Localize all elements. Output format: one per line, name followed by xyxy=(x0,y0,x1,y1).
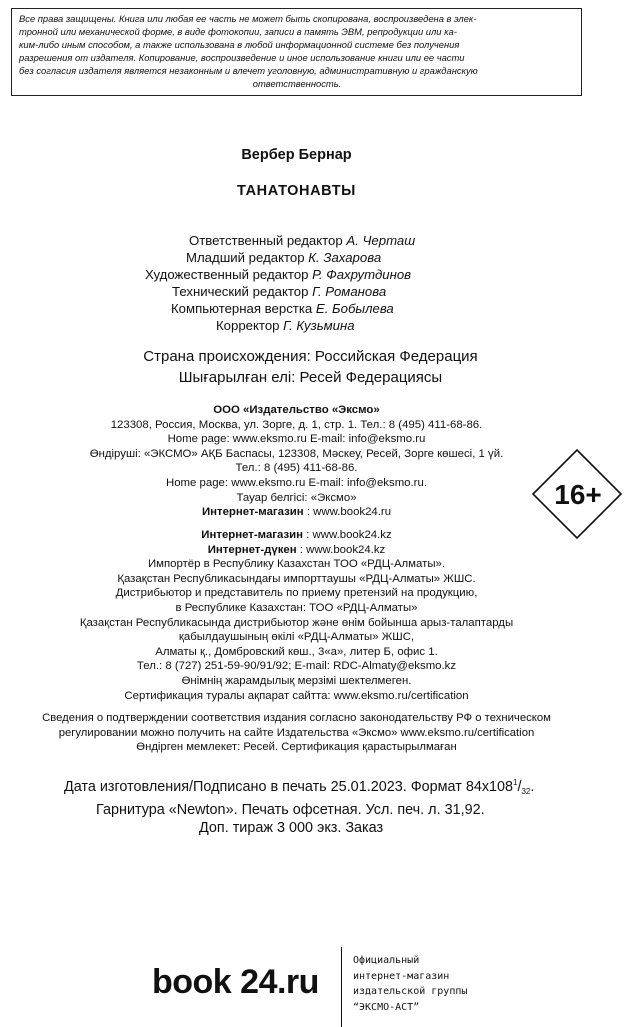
kz-shop-kz: Интернет-дүкен : www.book24.kz xyxy=(207,543,386,556)
copyright-line: тронной или механической форме, в виде фотокопии, записи в память ЭВМ, репродукции или ка- xyxy=(19,25,457,37)
publisher-kz-maker: Өндіруші: «ЭКСМО» АҚБ Баспасы, 123308, Мәскеу, Ресей, Зорге көшесі, 1 үй. xyxy=(89,447,504,460)
publisher-address: 123308, Россия, Москва, ул. Зорге, д. 1, стр. 1. Тел.: 8 (495) 411-68-86. xyxy=(110,418,483,431)
copyright-line: Все права защищены. Книга или любая ее часть не может быть скопирована, воспроизведена в элек- xyxy=(19,13,477,24)
copyright-notice xyxy=(11,8,582,96)
age-rating-badge xyxy=(531,448,623,540)
cert-line: Өндірген мемлекет: Ресей. Сертификация қарастырылмаған xyxy=(136,741,457,754)
credit-line xyxy=(186,250,381,265)
credit-name: Р. Фахрутдинов xyxy=(312,267,412,282)
printing-info xyxy=(64,774,534,837)
kz-line: Тел.: 8 (727) 251-59-90/91/92; E-mail: RDC-Almaty@eksmo.kz xyxy=(136,660,457,673)
credit-role: Корректор xyxy=(216,318,280,333)
footer-note: Официальный интернет-магазин издательской группы “ЭКСМО-АСТ” xyxy=(353,955,468,1013)
kz-line: Дистрибьютор и представитель по приему претензий на продукцию, xyxy=(115,587,478,600)
kz-line: Алматы қ., Домбровский көш., 3«а», литер Б, офис 1. xyxy=(155,645,438,658)
publisher-kz-phone: Тел.: 8 (495) 411-68-86. xyxy=(235,462,358,475)
footer-divider xyxy=(341,947,342,1027)
print-line-2: Гарнитура «Newton». Печать офсетная. Усл. печ. л. 31,92. xyxy=(96,802,485,818)
copyright-line: разрешения от издателя. Копирование, воспроизведение и иное использование книги или ее части xyxy=(19,51,465,63)
kz-line: қабылдаушының өкілі «РДЦ-Алматы» ЖШС, xyxy=(178,631,415,644)
copyright-line: без согласия издателя является незаконным и влечет уголовную, административную и гражданскую xyxy=(19,64,478,76)
origin-ru: Страна происхождения: Российская Федерация xyxy=(143,348,478,365)
book24-logo: book 24.ru xyxy=(152,963,319,1001)
credit-line xyxy=(216,318,355,333)
book-title: ТАНАТОНАВТЫ xyxy=(237,183,356,199)
country-of-origin xyxy=(0,346,625,388)
kz-line: в Республике Казахстан: ТОО «РДЦ-Алматы» xyxy=(175,601,418,614)
cert-line: Сведения о подтверждении соответствия издания согласно законодательству РФ о техническом xyxy=(42,712,551,724)
credit-line xyxy=(172,284,386,299)
kz-shop: Интернет-магазин : www.book24.kz xyxy=(201,529,392,541)
credit-name: Е. Бобылева xyxy=(315,301,394,316)
publisher-kz-web: Home page: www.eksmo.ru E-mail: info@eksmo.ru. xyxy=(166,476,427,489)
credit-name: А. Черташ xyxy=(346,233,416,248)
copyright-line: ким-либо иным способом, а также использована в любой информационной системе без получения xyxy=(19,38,460,50)
credit-role: Младший редактор xyxy=(186,250,305,265)
publisher-web: Home page: www.eksmo.ru E-mail: info@eksmo.ru xyxy=(167,433,426,446)
credit-line xyxy=(171,301,394,316)
credit-role: Компьютерная верстка xyxy=(171,301,313,316)
cert-line: регулировании можно получить на сайте Издательства «Эксмо» www.eksmo.ru/certification xyxy=(58,726,535,739)
print-line-3: Доп. тираж 3 000 экз. Заказ xyxy=(199,820,384,836)
publisher-block xyxy=(0,403,593,520)
print-line-1: Дата изготовления/Подписано в печать 25.01.2023. Формат $84x108^1/_{32}$. xyxy=(64,778,535,796)
certification-block xyxy=(0,711,593,755)
credit-name: Г. Романова xyxy=(312,284,387,299)
publisher-trademark: Тауар белгісі: «Эксмо» xyxy=(236,491,357,504)
credit-name: К. Захарова xyxy=(308,250,382,265)
kz-line: Қазақстан Республикасындағы импорттаушы «РДЦ-Алматы» ЖШС. xyxy=(117,572,476,585)
kz-line: Өнімнің жарамдылық мерзімі шектелмеген. xyxy=(181,674,412,687)
credit-name: Г. Кузьмина xyxy=(283,318,355,333)
kz-distribution-block xyxy=(0,528,593,703)
credit-role: Технический редактор xyxy=(172,284,309,299)
age-rating-text: 16+ xyxy=(554,479,602,510)
kz-line: Сертификация туралы ақпарат сайтта: www.eksmo.ru/certification xyxy=(124,689,469,702)
kz-line: Импортёр в Республику Казахстан ТОО «РДЦ-Алматы». xyxy=(147,558,446,571)
credit-role: Художественный редактор xyxy=(145,267,309,282)
origin-kz: Шығарылған елі: Ресей Федерациясы xyxy=(178,369,443,386)
publisher-shop: Интернет-магазин : www.book24.ru xyxy=(201,506,392,519)
book-author: Вербер Бернар xyxy=(241,147,352,163)
credit-line xyxy=(145,267,411,282)
publisher-name: ООО «Издательство «Эксмо» xyxy=(213,404,380,416)
kz-line: Қазақстан Республикасында дистрибьютор және өнім бойынша арыз-талаптарды xyxy=(79,616,514,629)
credit-line xyxy=(189,233,415,248)
copyright-line: ответственность. xyxy=(252,77,342,89)
credit-role: Ответственный редактор xyxy=(189,233,343,248)
